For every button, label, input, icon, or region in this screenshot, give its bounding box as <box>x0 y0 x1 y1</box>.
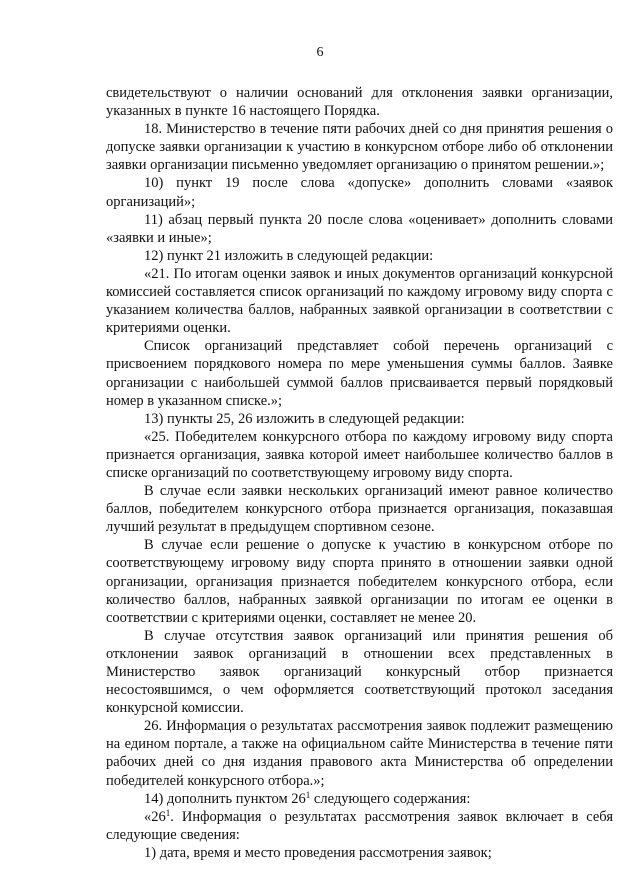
paragraph: 10) пункт 19 после слова «допуске» дополнить словами «заявок организаций»; <box>106 175 613 210</box>
paragraph: 12) пункт 21 изложить в следующей редакции: <box>144 247 434 264</box>
paragraph: «25. Победителем конкурсного отбора по каждому игровому виду спорта признается организация, заявка которой имеет наибольшее количество баллов в списке организаций по соответствующему игровому виду спорта. <box>106 428 613 481</box>
paragraph: В случае если решение о допуске к участию в конкурсном отборе по соответствующему игровому виду спорта принято в отношении заявки одной организации, организация признается победителем конкурсного отбора, если количество баллов, набранных заявкой организации по итогам ее оценки в соответствии с критериями оценки, составляет не менее 20. <box>106 537 613 626</box>
paragraph-item-14 <box>106 790 613 808</box>
paragraph: свидетельствуют о наличии оснований для отклонения заявки организации, указанных в пункте 16 настоящего Порядка. <box>106 85 613 120</box>
text-span: 14) дополнить пунктом 26 <box>144 790 306 807</box>
paragraph: 1) дата, время и место проведения рассмотрения заявок; <box>144 844 492 861</box>
superscript: 1 <box>305 789 311 800</box>
paragraph: 11) абзац первый пункта 20 после слова «оценивает» дополнить словами «заявки и иные»; <box>106 211 613 246</box>
paragraph: 18. Министерство в течение пяти рабочих дней со дня принятия решения о допуске заявки организации к участию в конкурсном отборе либо об отклонении заявки организации письменно уведомляет организацию о принятом решении.»; <box>106 121 613 174</box>
text-span: следующего содержания: <box>310 790 471 807</box>
paragraph: 26. Информация о результатах рассмотрения заявок подлежит размещению на едином портале, а также на официальном сайте Министерства в течение пяти рабочих дней со дня издания правового акта Министерства об определении победителей конкурсного отбора.»; <box>106 718 613 789</box>
paragraph: В случае отсутствия заявок организаций или принятия решения об отклонении заявок организаций в отношении всех представленных в Министерство заявок организаций конкурсный отбор признается несостоявшимся, о чем оформляется соответствующий протокол заседания конкурсной комиссии. <box>106 627 613 717</box>
paragraph-item-26-1 <box>106 808 613 844</box>
superscript: 1 <box>165 807 171 818</box>
text-span: «26 <box>144 808 166 825</box>
paragraph: 13) пункты 25, 26 изложить в следующей редакции: <box>144 410 465 427</box>
paragraph: Список организаций представляет собой перечень организаций с присвоением порядкового номера по мере уменьшения суммы баллов. Заявке организации с наибольшей суммой баллов присваивается первый порядковый номер в указанном списке.»; <box>106 338 613 409</box>
paragraph: В случае если заявки нескольких организаций имеют равное количество баллов, победителем конкурсного отбора признается организация, показавшая лучший результат в предыдущем спортивном сезоне. <box>106 483 613 536</box>
page-number: 6 <box>316 45 324 60</box>
document-body <box>106 84 613 862</box>
text-span: . Информация о результатах рассмотрения заявок включает в себя следующие сведения: <box>106 808 613 843</box>
paragraph: «21. По итогам оценки заявок и иных документов организаций конкурсной комиссией составляется список организаций по каждому игровому виду спорта с указанием количества баллов, набранных заявкой организации в соответствии с критериями оценки. <box>106 265 613 337</box>
